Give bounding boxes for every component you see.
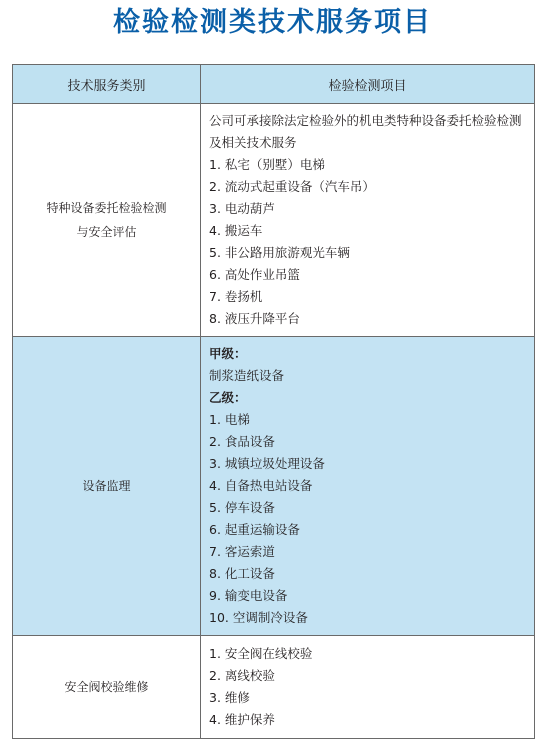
list-item: 3. 城镇垃圾处理设备 [209,456,325,471]
list-item: 7. 卷扬机 [209,289,263,304]
list-item: 8. 化工设备 [209,566,275,581]
list-item: 10. 空调制冷设备 [209,610,308,625]
list-item: 2. 离线校验 [209,668,275,683]
items-cell [201,337,535,636]
category-line: 安全阀校验维修 [64,680,149,694]
page-title: 检验检测类技术服务项目 [113,7,432,38]
list-item: 4. 搬运车 [209,223,263,238]
grade-label: 乙级： [209,390,247,405]
category-cell [13,337,201,636]
list-item: 4. 自备热电站设备 [209,478,313,493]
category-line: 与安全评估 [76,225,137,239]
list-item: 9. 输变电设备 [209,588,288,603]
list-item: 8. 液压升降平台 [209,311,300,326]
items-cell [201,104,535,337]
category-line: 设备监理 [82,479,131,493]
list-item: 2. 流动式起重设备（汽车吊） [209,179,375,194]
list-item: 6. 起重运输设备 [209,522,300,537]
list-item: 3. 维修 [209,690,250,705]
table-row [13,636,535,739]
list-item: 1. 私宅（别墅）电梯 [209,157,325,172]
list-item: 5. 停车设备 [209,500,275,515]
list-item: 2. 食品设备 [209,434,275,449]
list-item: 3. 电动葫芦 [209,201,275,216]
category-cell [13,636,201,739]
grade-label: 甲级： [209,346,247,361]
items-cell [201,636,535,739]
table-row [13,104,535,337]
list-item: 4. 维护保养 [209,712,275,727]
table-row [13,337,535,636]
list-item: 5. 非公路用旅游观光车辆 [209,245,350,260]
category-cell [13,104,201,337]
intro-text: 公司可承接除法定检验外的机电类特种设备委托检验检测及相关技术服务 [209,113,522,150]
header-category: 技术服务类别 [13,65,201,104]
list-item: 7. 客运索道 [209,544,275,559]
service-table [12,64,535,739]
list-item: 1. 电梯 [209,412,250,427]
list-item: 制浆造纸设备 [209,368,285,383]
table-header-row [13,65,535,104]
list-item: 6. 高处作业吊篮 [209,267,300,282]
category-line: 特种设备委托检验检测 [46,201,167,215]
list-item: 1. 安全阀在线校验 [209,646,313,661]
header-items: 检验检测项目 [201,65,535,104]
